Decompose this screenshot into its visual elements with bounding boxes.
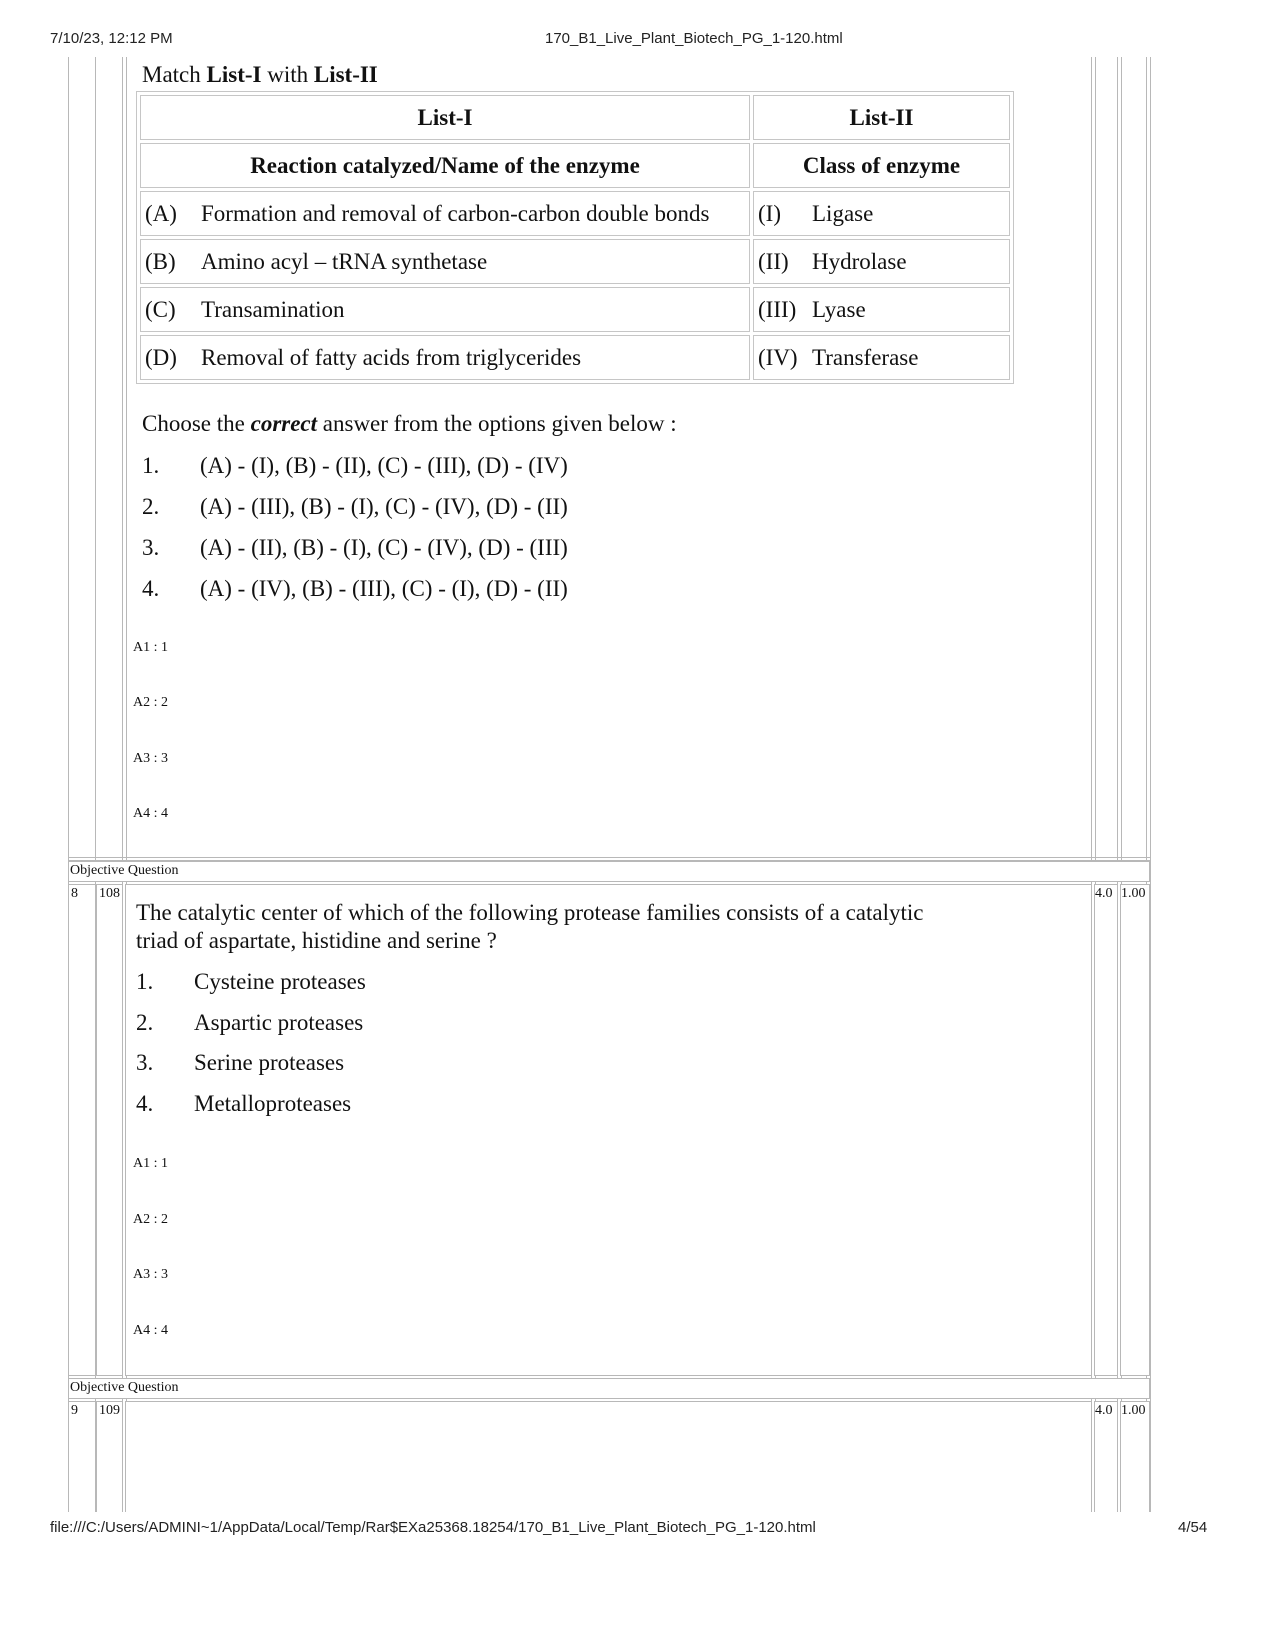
q8-option-4: 4. Metalloproteases [136, 1091, 352, 1116]
question-id-cell [96, 884, 123, 1376]
document-title: 170_B1_Live_Plant_Biotech_PG_1-120.html [545, 30, 843, 47]
row-text: Transamination [201, 296, 345, 322]
question-id: 109 [99, 1403, 120, 1418]
q7-instruction: Match List-I with List-II [142, 62, 378, 87]
question-body-cell [125, 1401, 1092, 1512]
question-type-label: Objective Question [70, 1380, 179, 1395]
question-id: 108 [99, 886, 120, 901]
question-body-cell [125, 884, 1092, 1376]
row-label: (A) [145, 200, 177, 226]
negative-marks-value: 1.00 [1121, 886, 1146, 901]
list2-header: List-II [753, 95, 1010, 140]
file-path: file:///C:/Users/ADMINI~1/AppData/Local/Temp/Rar$EXa25368.18254/170_B1_Live_Plant_Biotech_PG_1-120.html [50, 1519, 816, 1536]
row-text: Formation and removal of carbon-carbon double bonds [201, 200, 710, 226]
table-row [140, 335, 1010, 380]
serial-cell [68, 884, 96, 1376]
q7-option-1: 1. (A) - (I), (B) - (II), (C) - (III), (D) - (IV) [142, 453, 568, 478]
q7-answer-4: A4 : 4 [133, 806, 168, 821]
q8-option-3: 3. Serine proteases [136, 1050, 345, 1075]
serial-number: 8 [71, 886, 78, 901]
negative-marks-value: 1.00 [1121, 1403, 1146, 1418]
q8-option-1: 1. Cysteine proteases [136, 969, 366, 994]
serial-number: 9 [71, 1403, 78, 1418]
question-type-label: Objective Question [70, 863, 179, 878]
question-type-row [68, 861, 1150, 882]
q7-option-2: 2. (A) - (III), (B) - (I), (C) - (IV), (D) - (II) [142, 494, 568, 519]
list1-header: List-I [140, 95, 750, 140]
q7-answer-2: A2 : 2 [133, 695, 168, 710]
frame-line [1150, 57, 1151, 1512]
table-row [140, 191, 1010, 236]
q7-answer-1: A1 : 1 [133, 640, 168, 655]
q7-option-4: 4. (A) - (IV), (B) - (III), (C) - (I), (D) - (II) [142, 576, 568, 601]
row-text: Ligase [812, 200, 874, 226]
q8-answer-3: A3 : 3 [133, 1267, 168, 1282]
table-row [140, 287, 1010, 332]
q7-choose-instruction: Choose the correct answer from the options given below : [142, 411, 677, 436]
print-datetime: 7/10/23, 12:12 PM [50, 30, 173, 47]
question-type-row [68, 1378, 1150, 1399]
row-text: Hydrolase [812, 248, 907, 274]
q8-option-2: 2. Aspartic proteases [136, 1010, 364, 1035]
q8-answer-4: A4 : 4 [133, 1323, 168, 1338]
list1-subheader: Reaction catalyzed/Name of the enzyme [140, 143, 750, 188]
marks-cell [1094, 884, 1118, 1376]
q8-question-text: The catalytic center of which of the following protease families consists of a catalytic triad of aspartate, histidine and serine ? [136, 900, 924, 953]
row-label: (IV) [758, 344, 798, 370]
negative-marks-cell [1120, 884, 1150, 1376]
row-text: Removal of fatty acids from triglycerides [201, 344, 582, 370]
row-text: Lyase [812, 296, 866, 322]
page-number: 4/54 [1178, 1519, 1208, 1536]
q7-answer-3: A3 : 3 [133, 751, 168, 766]
match-table [136, 91, 1014, 384]
marks-value: 4.0 [1095, 886, 1113, 901]
row-label: (II) [758, 248, 789, 274]
row-text: Amino acyl – tRNA synthetase [201, 248, 488, 274]
row-label: (B) [145, 248, 176, 274]
q8-answer-2: A2 : 2 [133, 1212, 168, 1227]
row-text: Transferase [812, 344, 919, 370]
marks-value: 4.0 [1095, 1403, 1113, 1418]
row-label: (D) [145, 344, 177, 370]
row-label: (I) [758, 200, 781, 226]
row-divider [68, 857, 1150, 858]
row-label: (III) [758, 296, 797, 322]
q8-answer-1: A1 : 1 [133, 1156, 168, 1171]
row-label: (C) [145, 296, 176, 322]
list2-subheader: Class of enzyme [753, 143, 1010, 188]
q7-option-3: 3. (A) - (II), (B) - (I), (C) - (IV), (D) - (III) [142, 535, 568, 560]
table-row [140, 239, 1010, 284]
